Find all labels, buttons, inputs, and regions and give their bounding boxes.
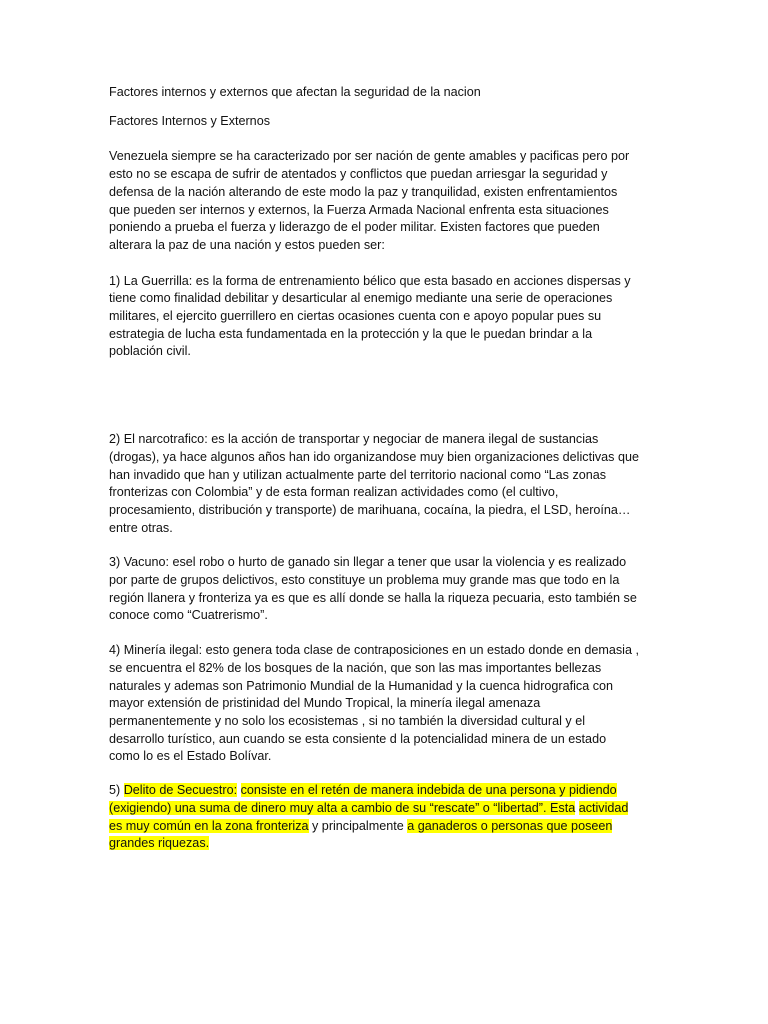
- list-item-narcotrafico: 2) El narcotrafico: es la acción de transportar y negociar de manera ilegal de sustancias (drogas), ya hace algunos años han ido organizandose muy bien organizaciones delictivas que han invadido que han y utilizan actualmente parte del territorio nacional como “Las zonas fronterizas con Colombia” y de esta forman realizan actividades como (el cultivo, procesamiento, distribución y transporte) de marihuana, cocaína, la piedra, el LSD, heroína… entre otras.: [109, 432, 639, 535]
- document-title: Factores internos y externos que afectan la seguridad de la nacion: [109, 85, 481, 99]
- highlighted-text: actividad es muy común en la zona fronteriza: [109, 800, 629, 833]
- list-item-vacuno: 3) Vacuno: esel robo o hurto de ganado sin llegar a tener que usar la violencia y es realizado por parte de grupos delictivos, esto constituye un problema muy grande mas que todo en la región llanera y fronteriza ya es que es allí donde se halla la riqueza pecuaria, esto también se conoce como “Cuatrerismo”.: [109, 555, 637, 623]
- intro-paragraph: Venezuela siempre se ha caracterizado por ser nación de gente amables y pacificas pero por esto no se escapa de sufrir de atentados y conflictos que puedan arriesgar la seguridad y defensa de la nación alterando de este modo la paz y tranquilidad, existen enfrentamientos que pueden ser internos y externos, la Fuerza Armada Nacional enfrenta esta situaciones poniendo a prueba el fuerza y liderazgo de el poder militar. Existen factores que pueden alterara la paz de una nación y estos pueden ser:: [109, 149, 630, 252]
- list-item-secuestro: [109, 782, 657, 853]
- item-number: 5): [109, 783, 124, 798]
- document-subtitle: Factores Internos y Externos: [109, 113, 270, 128]
- list-item-guerrilla: 1) La Guerrilla: es la forma de entrenamiento bélico que esta basado en acciones dispersas y tiene como finalidad debilitar y desarticular al enemigo mediante una serie de operaciones militares, el ejercito guerrillero en ciertas ocasiones cuenta con e apoyo popular pues su estrategia de lucha esta fundamentada en la protección y la que le puedan brindar a la población civil.: [109, 273, 631, 359]
- document-body: [109, 84, 657, 853]
- highlighted-text: Delito de Secuestro:: [123, 783, 238, 798]
- plain-text: y principalmente: [308, 818, 408, 833]
- highlighted-text: consiste en el retén de manera indebida de una persona y pidiendo (exigiendo) una suma de dinero muy alta a cambio de su “rescate” o “libertad”. Esta: [109, 783, 617, 815]
- highlighted-text: a ganaderos o personas que poseen grandes riquezas.: [109, 818, 613, 851]
- blank-space: [109, 361, 657, 431]
- list-item-mineria: 4) Minería ilegal: esto genera toda clase de contraposiciones en un estado donde en demasia , se encuentra el 82% de los bosques de la nación, que son las mas importantes bellezas naturales y ademas son Patrimonio Mundial de la Humanidad y la cuenca hidrografica con mayor extensión de pristinidad del Mundo Tropical, la minería ilegal amenaza permanentemente y no solo los ecosistemas , si no también la diversidad cultural y el desarrollo turístico, aun cuando se esta consiente d la potencialidad minera de un estado como lo es el Estado Bolívar.: [109, 643, 639, 764]
